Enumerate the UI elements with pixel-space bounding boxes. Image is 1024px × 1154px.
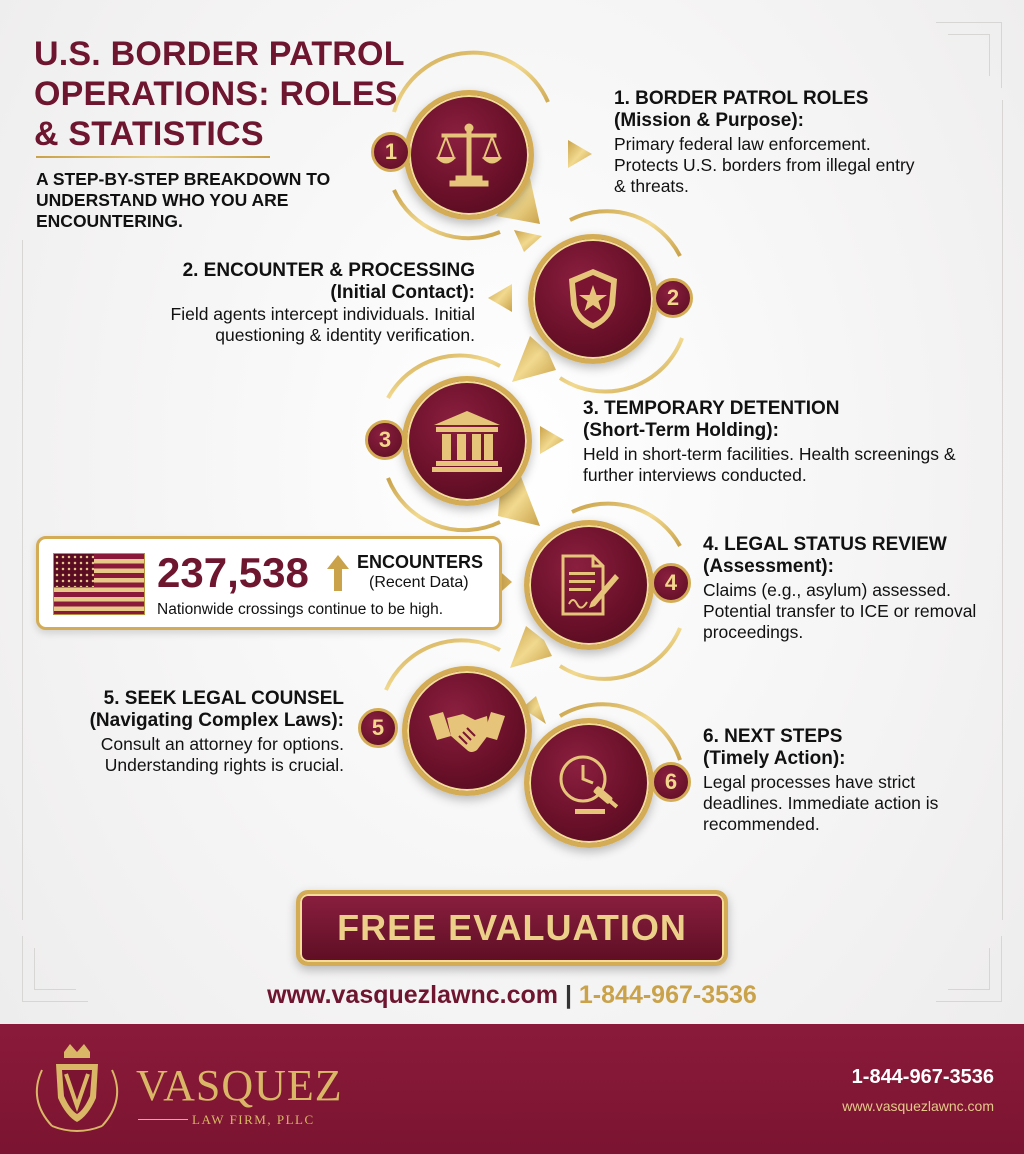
page-subtitle: A STEP-BY-STEP BREAKDOWN TO UNDERSTAND WHO YOU ARE ENCOUNTERING. [36,169,331,231]
step-3-number-badge: 3 [365,420,405,460]
step-3-title: 3. TEMPORARY DETENTION [583,398,840,419]
step-1-number-badge: 1 [371,132,411,172]
clock-gavel-icon [557,751,621,815]
step-6-body: Legal processes have strict deadlines. Immediate action is recommended. [703,772,939,834]
footer-phone[interactable]: 1-844-967-3536 [851,1066,994,1088]
footer-website[interactable]: www.vasquezlawnc.com [842,1098,994,1114]
step-3-subtitle: (Short-Term Holding): [583,420,779,441]
step-1-body: Primary federal law enforcement. Protects U.S. borders from illegal entry & threats. [614,134,915,196]
firm-crest-logo [22,1040,132,1140]
handshake-icon [429,706,505,756]
us-flag-icon [53,553,145,615]
step-5-title: 5. SEEK LEGAL COUNSEL [103,688,344,709]
step-3-medallion [402,376,532,506]
step-5-subtitle: (Navigating Complex Laws): [89,710,344,731]
step-1-medallion [404,90,534,220]
step-2-subtitle: (Initial Contact): [330,282,475,303]
step-2-title: 2. ENCOUNTER & PROCESSING [182,260,475,281]
footer [0,1024,1024,1154]
firm-subtitle: LAW FIRM, PLLC [192,1112,315,1127]
step-3-body: Held in short-term facilities. Health screenings & further interviews conducted. [583,444,956,485]
step-6-number-badge: 6 [651,762,691,802]
step-5-body: Consult an attorney for options. Understanding rights is crucial. [100,734,344,775]
step-2-medallion [528,234,658,364]
step-6-title: 6. NEXT STEPS [703,726,843,747]
trend-up-arrow-icon [327,555,349,591]
free-evaluation-button[interactable]: FREE EVALUATION [296,890,728,966]
step-4-subtitle: (Assessment): [703,556,834,577]
step-2-body: Field agents intercept individuals. Initial questioning & identity verification. [170,304,475,345]
step-4-body: Claims (e.g., asylum) assessed. Potential transfer to ICE or removal proceedings. [703,580,977,642]
step-4-medallion [524,520,654,650]
step-2-number-badge: 2 [653,278,693,318]
step-6-medallion [524,718,654,848]
encounters-count: 237,538 [157,549,309,596]
badge-star-icon [565,267,621,331]
step-4-title: 4. LEGAL STATUS REVIEW [703,534,947,555]
contact-line [0,980,1024,1010]
contact-phone-link[interactable]: 1-844-967-3536 [578,981,757,1009]
encounters-label: ENCOUNTERS [357,552,484,572]
firm-sub-rule [138,1119,188,1120]
step-4-number-badge: 4 [651,563,691,603]
scales-icon [436,120,502,190]
step-1-subtitle: (Mission & Purpose): [614,110,805,131]
step-5-number-badge: 5 [358,708,398,748]
page-title: U.S. BORDER PATROL OPERATIONS: ROLES & STATISTICS [34,35,405,153]
contact-website-link[interactable]: www.vasquezlawnc.com [267,981,558,1009]
step-1-title: 1. BORDER PATROL ROLES [614,88,869,109]
courthouse-icon [432,409,502,473]
encounters-note: Nationwide crossings continue to be high. [157,601,444,618]
encounters-stat-card [36,536,502,630]
contact-separator: | [564,981,572,1009]
document-pen-icon [557,552,621,618]
firm-name: VASQUEZ [136,1061,343,1110]
step-5-medallion [402,666,532,796]
step-6-subtitle: (Timely Action): [703,748,846,769]
encounters-sublabel: (Recent Data) [369,574,469,591]
